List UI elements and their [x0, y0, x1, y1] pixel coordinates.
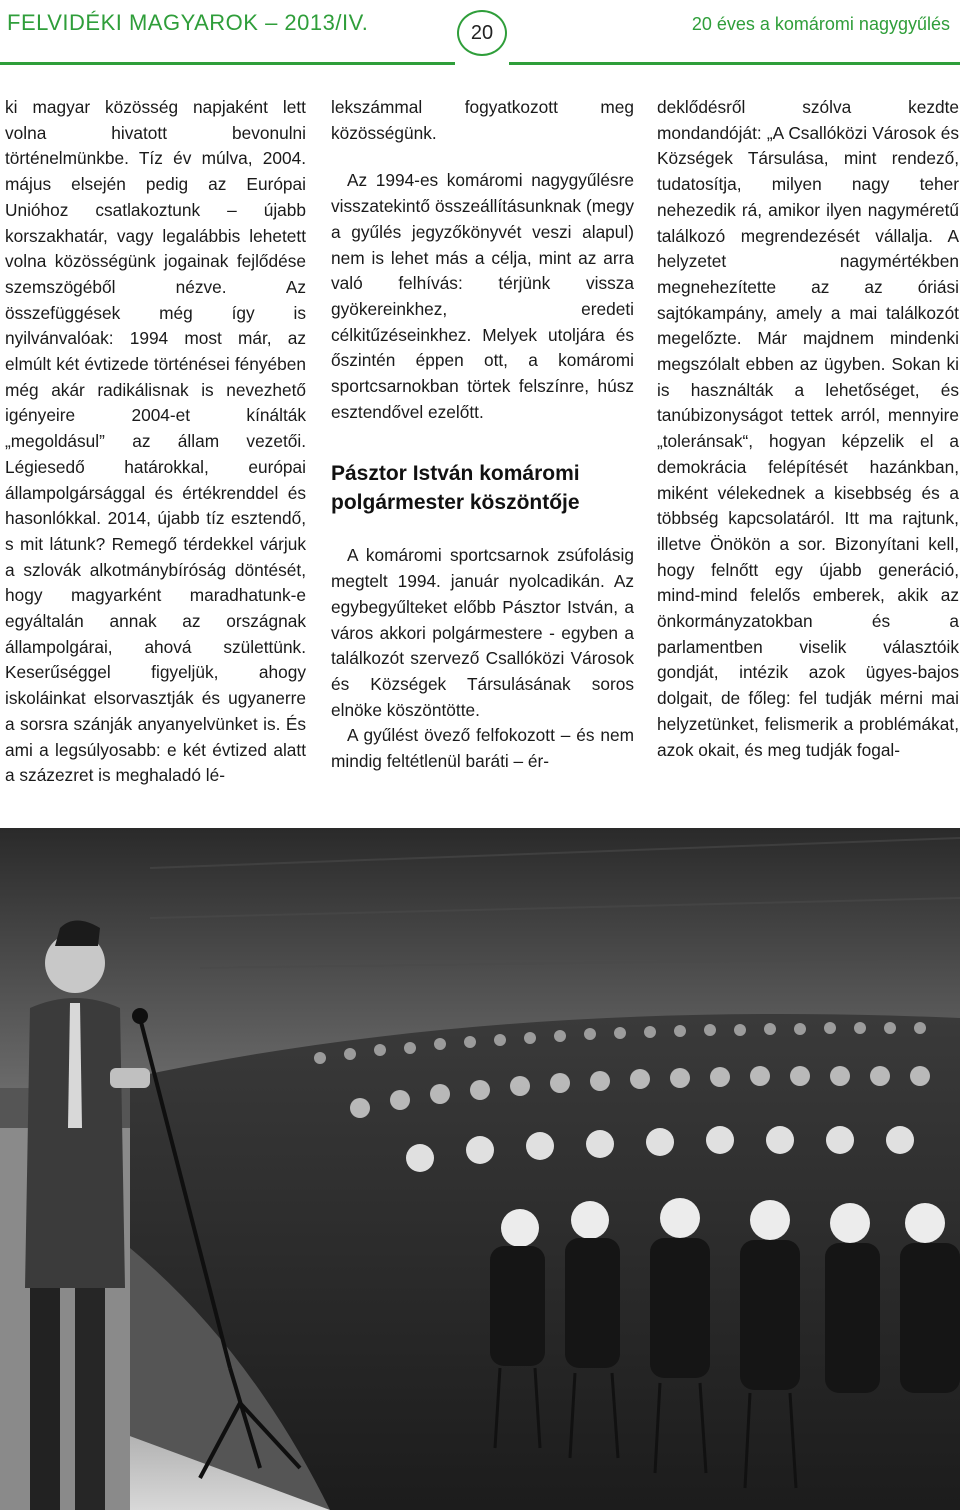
paragraph: ki magyar közösség napjaként lett volna hivatott bevonulni történelmünkbe. Tíz év múlva, 2004. május elsején pedig az Európai Unióhoz csatlakoztunk – újabb korszakhatár, vagy legalábbis lehetett volna közösségünk jogainak fejlődése szemszögéből nézve. Az összefüggések még így is nyilvánvalóak: 1994 most már, az elmúlt két évtizede történései fényében még akár radikálisnak is nevezhető igényeire 2004-et kínálták „megoldásul” az állam vezetői. Légiesedő határokkal, európai állampolgársággal és értékrenddel és hasonlókkal. 2014, újabb tíz esztendő, s mit látunk? Remegő térdekkel várjuk a szlovák alkotmánybíróság döntését, hogy magyarként maradhatunk-e egyáltalán annak az országnak állampolgárai, ahová születtünk. Keserűséggel figyeljük, ahogy iskoláinkat elsorvasztják és ugyanerre a sorsra szánják anyanyelvünket is. És ami a legsúlyosabb: e két évtized alatt a százezret is meghaladó lé-: [5, 97, 306, 786]
photo-illustration: [0, 828, 960, 1510]
article-subheading: Pásztor István komáromi polgármester köszöntője: [331, 462, 580, 515]
header-rule-right: [509, 62, 960, 65]
page-header: [0, 0, 960, 60]
paragraph: A komáromi sportcsarnok zsúfolásig megtelt 1994. január nyolcadikán. Az egybegyűlteket előbb Pásztor István, a város akkori polgármestere - egyben a találkozót szervező Csallóközi Városok és Községek Társulásának soros elnöke köszöntötte.: [331, 545, 634, 720]
paragraph: lekszámmal fogyatkozott meg közösségünk.: [331, 97, 634, 143]
speaker-crowd-photo-icon: [0, 828, 960, 1510]
paragraph: deklődésről szólva kezdte mondandóját: „A Csallóközi Városok és Községek Társulása, mint rendező, tudatosítja, milyen nagy teher nehezedik rá, amikor ilyen nagyméretű találkozó megrendezését vállalja. A helyzetet nagymértékben megnehezítette az az óriási sajtókampány, amely a mai találkozót megelőzte. Már majdnem mindenki megszólalt ebben az ügyben. Sokan ki is használták a lehetőséget, és tanúbizonyságot tettek arról, mennyire „toleránsak“, hogyan képzelik el a demokrácia felépítését hazánkban, miként vélekednek a kisebbség és a többség kapcsolatáról. Itt ma rajtunk, illetve Önökön a sor. Bizonyítani kell, hogy felnőtt egy újabb generáció, mind-mind felelős emberek, akik az önkormányzatokban és a parlamentben viselik választóik gondját, intézik azok ügyes-bajos dolgait, de főleg: fel tudják mérni mai helyzetünket, felismerik a problémákat, azok okait, és meg tudják fogal-: [657, 97, 959, 760]
paragraph: Az 1994-es komáromi nagygyűlésre visszatekintő összeállításunknak (megy a gyűlés jegyzőkönyvét veszi alapul) nem is lehet más a célja, mint az arra való felhívás: térjünk vissza gyökereinkhez, eredeti célkitűzéseinkhez. Melyek utoljára és őszintén éppen ott, a komáromi sportcsarnokban törtek felszínre, húsz esztendővel ezelőtt.: [331, 170, 634, 422]
article-column-1: [5, 95, 306, 789]
page-number-badge: 20: [457, 10, 507, 56]
article-column-2: [331, 95, 634, 775]
publication-title: FELVIDÉKI MAGYAROK – 2013/IV.: [7, 10, 369, 35]
paragraph: A gyűlést övező felfokozott – és nem mindig feltétlenül baráti – ér-: [331, 725, 634, 772]
section-title: 20 éves a komáromi nagygyűlés: [691, 14, 950, 34]
article-column-3: [657, 95, 959, 763]
header-rule-left: [0, 62, 455, 65]
